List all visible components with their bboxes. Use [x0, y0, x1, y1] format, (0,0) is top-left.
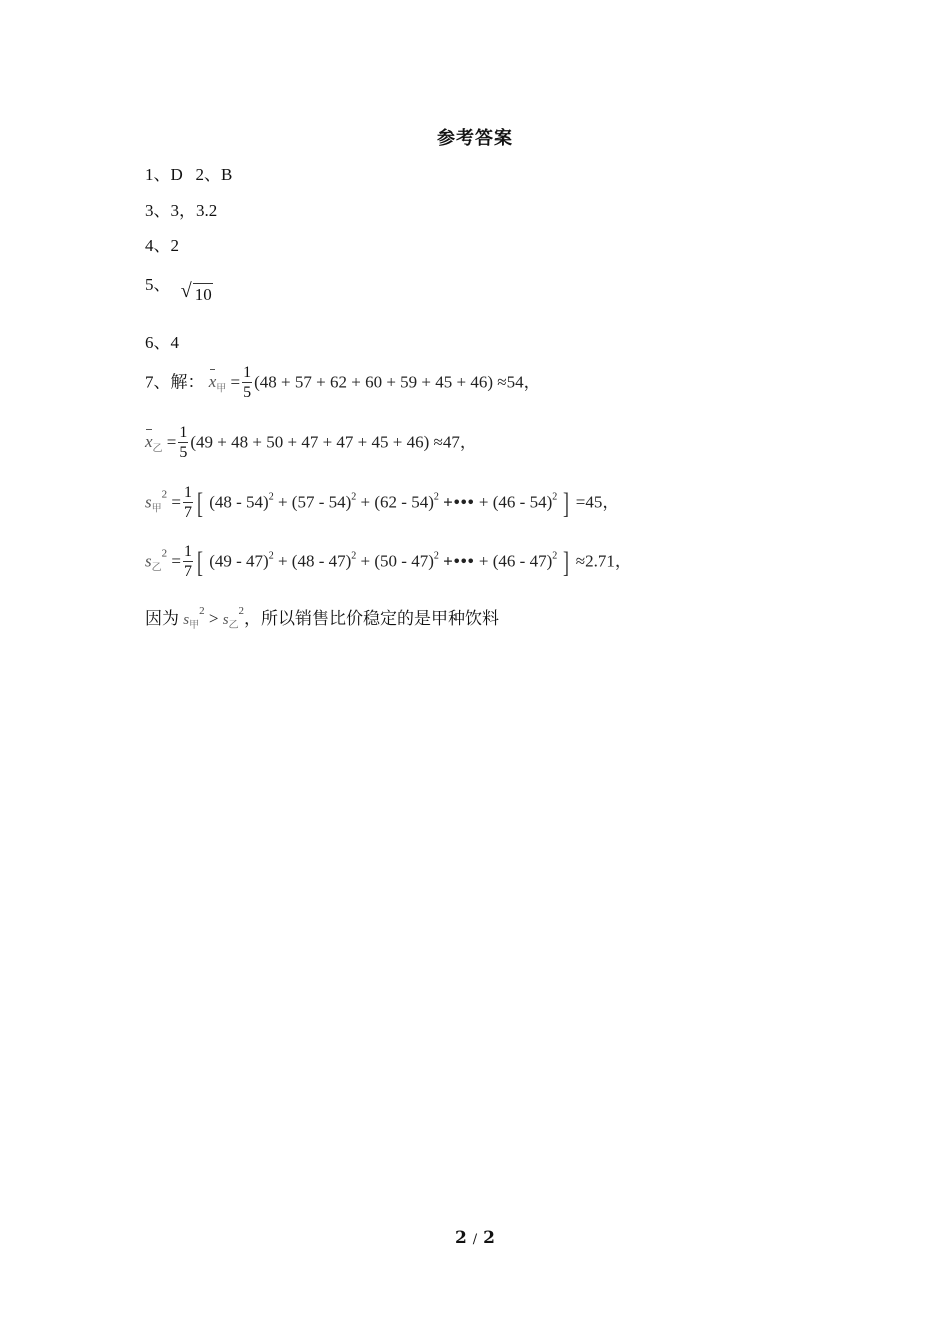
mean-jia-subscript: 甲 — [216, 383, 227, 395]
left-bracket: [ — [196, 546, 203, 580]
fraction-one-seventh: $\frac{1}{7}$ — [183, 543, 192, 580]
greater-than: > — [208, 609, 219, 628]
ellipsis-dots: +••• — [443, 551, 475, 571]
fraction-one-fifth: $\frac{1}{5}$ — [243, 364, 252, 401]
variance-symbol-s: s — [145, 551, 152, 571]
right-bracket: ] — [563, 487, 570, 521]
conclusion-line: 因为 $s_甲^2 > s_乙^2$，所以销售比价稳定的是甲种饮料 — [145, 605, 500, 631]
mean-yi-line: $x_乙$ = $\frac{1}{5}$ (49 + 48 + 50 + 47 + 47 + 45 + 46) ≈47， — [145, 424, 477, 461]
page-title: 参考答案 — [437, 128, 513, 149]
answer-line-5 — [145, 270, 213, 304]
answer-line-4: 4、2 — [145, 236, 179, 255]
answer-1: 1、D — [145, 165, 183, 184]
sqrt-sign: √ — [180, 280, 192, 302]
answer-line-7-mean-jia: 7、解： $x_甲$ = $\frac{1}{5}$ (48 + 57 + 62 + 60 + 59 + 45 + 46) ≈54， — [145, 364, 541, 401]
answer-2: 2、B — [195, 165, 233, 184]
answer-7-label: 7、解： — [145, 372, 205, 392]
variance-yi-result: ≈2.71， — [575, 551, 632, 571]
ellipsis-dots: +••• — [443, 492, 475, 512]
mean-symbol-x: x — [145, 432, 153, 452]
sqrt-radicand: 10 — [194, 285, 212, 304]
answer-line-3: 3、3，3.2 — [145, 201, 218, 220]
conclusion-text: ，所以销售比价稳定的是甲种饮料 — [244, 609, 500, 628]
sqrt-expression — [180, 280, 213, 305]
mean-yi-subscript: 乙 — [152, 443, 163, 455]
variance-jia-line: $s_甲^2$ = $\frac{1}{7}$ [ (48 - 54)$^2$ + (57 - 54)$^2$ + (62 - 54)$^2$ +••• + (46 - 54)$^2$ ] =45， — [145, 484, 620, 521]
mean-symbol-x: x — [208, 372, 217, 392]
fraction-one-seventh: $\frac{1}{7}$ — [183, 484, 192, 521]
mean-jia-expression: (48 + 57 + 62 + 60 + 59 + 45 + 46) ≈54， — [254, 372, 541, 392]
mean-yi-expression: (49 + 48 + 50 + 47 + 47 + 45 + 46) ≈47， — [190, 432, 477, 452]
page-number: 2 / 2 — [455, 1228, 495, 1248]
answer-line-1-2 — [145, 160, 232, 185]
answer-5-label: 5、 — [145, 275, 171, 294]
variance-jia-result: =45， — [575, 492, 620, 512]
fraction-one-fifth: $\frac{1}{5}$ — [179, 424, 188, 461]
variance-symbol-s: s — [145, 492, 152, 512]
conclusion-prefix: 因为 — [145, 609, 179, 628]
left-bracket: [ — [196, 487, 203, 521]
answer-line-6: 6、4 — [145, 333, 179, 352]
variance-yi-line: $s_乙^2$ = $\frac{1}{7}$ [ (49 - 47)$^2$ + (48 - 47)$^2$ + (50 - 47)$^2$ +••• + (46 - 47)$^2$ ] ≈2.71， — [145, 543, 632, 580]
right-bracket: ] — [563, 546, 570, 580]
